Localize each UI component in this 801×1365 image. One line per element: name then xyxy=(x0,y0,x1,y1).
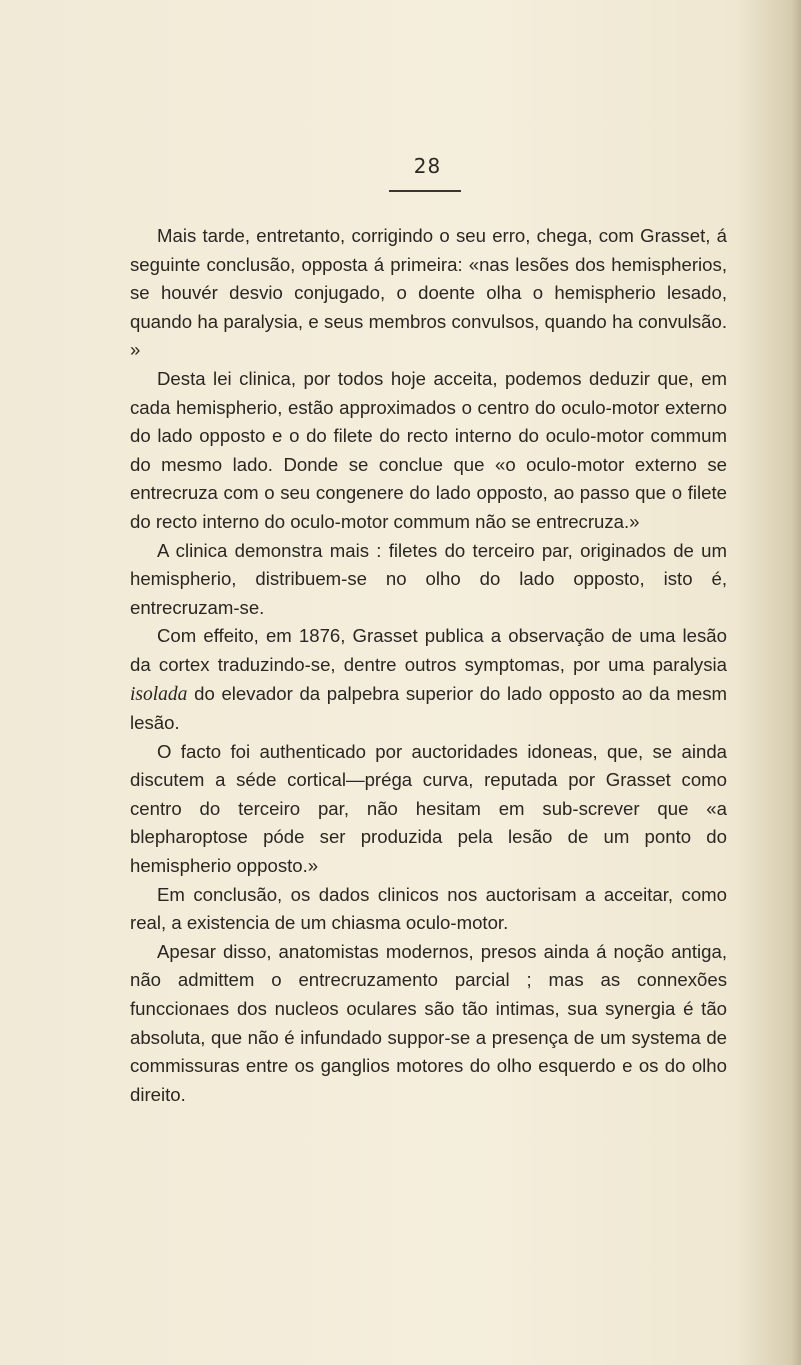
text-body xyxy=(130,222,727,1109)
paragraph-5: O facto foi authenticado por auctoridades idoneas, que, se ainda discutem a séde cortical—préga curva, reputada por Grasset como centro do terceiro par, não hesitam em sub-screver que «a blepharoptose póde ser produzida pela lesão de um ponto do hemispherio opposto.» xyxy=(130,740,727,877)
paragraph-7: Apesar disso, anatomistas modernos, presos ainda á noção antiga, não admittem o entrecruzamento parcial ; mas as connexões funccionaes dos nucleos oculares são tão intimas, sua synergia é tão absoluta, que não é infundado suppor-se a presença de um systema de commissuras entre os ganglios motores do olho esquerdo e os do olho direito. xyxy=(130,940,727,1105)
paragraph-6: Em conclusão, os dados clinicos nos auctorisam a acceitar, como real, a existencia de um chiasma oculo-motor. xyxy=(130,883,727,934)
italic-word: isolada xyxy=(130,683,188,705)
paragraph-4 xyxy=(130,622,727,737)
page-number: 28 xyxy=(413,154,442,178)
page-edge-shadow xyxy=(791,0,801,1365)
header-rule xyxy=(389,190,461,192)
paragraph-4-after: do elevador da palpebra superior xyxy=(187,682,474,704)
paragraph-4-before: Com effeito, em 1876, Grasset publica a observação de uma lesão da cortex traduzindo-se, dentre outros symptomas, por uma paralysia xyxy=(130,625,727,675)
paragraph-1: Mais tarde, entretanto, corrigindo o seu erro, chega, com Grasset, á seguinte conclusão, opposta á primeira: «nas lesões dos hemispherios, se houvér desvio conjugado, o doente olha o hemispherio lesado, quando ha paralysia, e seus membros convulsos, quando ha convulsão. » xyxy=(130,225,727,361)
paragraph-3: A clinica demonstra mais : filetes do terceiro par, originados de um hemispherio, distribuem-se no olho do lado opposto, isto é, entrecruzam-se. xyxy=(130,539,727,618)
paragraph-2: Desta lei clinica, por todos hoje acceita, podemos deduzir que, em cada hemispherio, estão approximados o centro do oculo-motor externo do lado opposto e o do filete do recto interno do oculo-motor commum do mesmo lado. Donde se conclue que «o oculo-motor externo se entrecruza com o seu congenere do lado opposto, ao passo que o filete do recto interno do oculo-motor commum não se entrecruza.» xyxy=(130,367,727,532)
paragraph-4-end: do lado opposto ao da mesm lesão. xyxy=(130,682,728,734)
